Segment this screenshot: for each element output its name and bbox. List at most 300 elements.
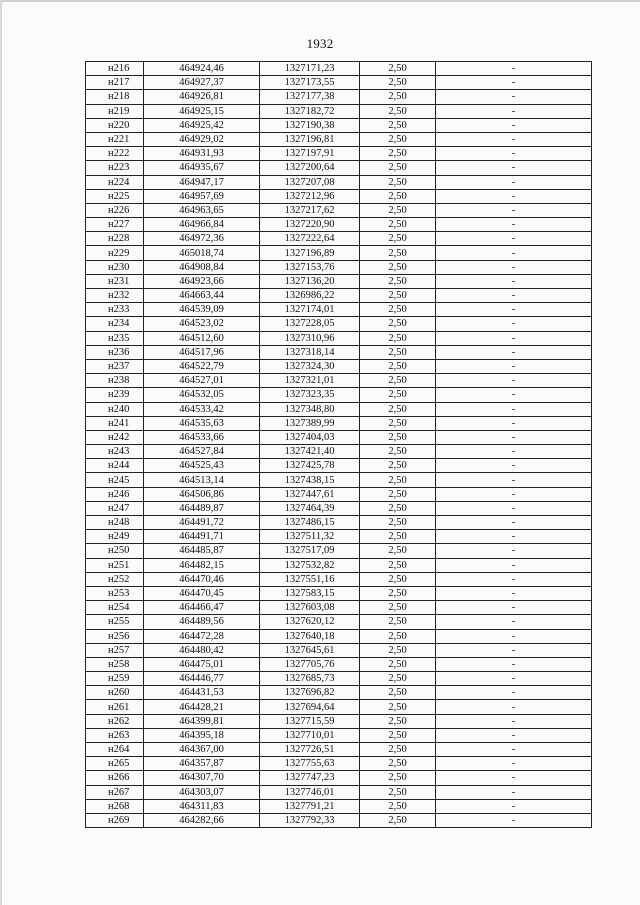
accuracy-cell: 2,50: [360, 445, 436, 459]
x-coordinate-cell: 464663,44: [144, 289, 260, 303]
x-coordinate-cell: 464311,83: [144, 799, 260, 813]
point-name-cell: н262: [86, 714, 144, 728]
accuracy-cell: 2,50: [360, 813, 436, 827]
note-cell: -: [436, 416, 592, 430]
accuracy-cell: 2,50: [360, 501, 436, 515]
table-row: [86, 203, 592, 217]
accuracy-cell: 2,50: [360, 260, 436, 274]
accuracy-cell: 2,50: [360, 487, 436, 501]
y-coordinate-cell: 1327640,18: [260, 629, 360, 643]
coordinates-table-body: [86, 62, 592, 828]
accuracy-cell: 2,50: [360, 331, 436, 345]
x-coordinate-cell: 464470,46: [144, 572, 260, 586]
point-name-cell: н245: [86, 473, 144, 487]
accuracy-cell: 2,50: [360, 388, 436, 402]
table-row: [86, 757, 592, 771]
x-coordinate-cell: 464367,00: [144, 743, 260, 757]
x-coordinate-cell: 464446,77: [144, 672, 260, 686]
accuracy-cell: 2,50: [360, 572, 436, 586]
table-row: [86, 700, 592, 714]
accuracy-cell: 2,50: [360, 785, 436, 799]
note-cell: -: [436, 218, 592, 232]
y-coordinate-cell: 1327197,91: [260, 147, 360, 161]
y-coordinate-cell: 1327447,61: [260, 487, 360, 501]
point-name-cell: н255: [86, 615, 144, 629]
y-coordinate-cell: 1327212,96: [260, 189, 360, 203]
y-coordinate-cell: 1327190,38: [260, 118, 360, 132]
table-row: [86, 487, 592, 501]
note-cell: -: [436, 771, 592, 785]
accuracy-cell: 2,50: [360, 303, 436, 317]
y-coordinate-cell: 1327217,62: [260, 203, 360, 217]
y-coordinate-cell: 1327694,64: [260, 700, 360, 714]
table-row: [86, 175, 592, 189]
x-coordinate-cell: 464357,87: [144, 757, 260, 771]
point-name-cell: н252: [86, 572, 144, 586]
note-cell: -: [436, 161, 592, 175]
accuracy-cell: 2,50: [360, 274, 436, 288]
note-cell: -: [436, 331, 592, 345]
table-row: [86, 530, 592, 544]
y-coordinate-cell: 1327220,90: [260, 218, 360, 232]
note-cell: -: [436, 232, 592, 246]
x-coordinate-cell: 464485,87: [144, 544, 260, 558]
accuracy-cell: 2,50: [360, 430, 436, 444]
table-row: [86, 289, 592, 303]
note-cell: -: [436, 430, 592, 444]
table-row: [86, 147, 592, 161]
point-name-cell: н220: [86, 118, 144, 132]
point-name-cell: н233: [86, 303, 144, 317]
point-name-cell: н251: [86, 558, 144, 572]
x-coordinate-cell: 464431,53: [144, 686, 260, 700]
note-cell: -: [436, 359, 592, 373]
note-cell: -: [436, 643, 592, 657]
y-coordinate-cell: 1327583,15: [260, 586, 360, 600]
x-coordinate-cell: 464924,46: [144, 62, 260, 76]
accuracy-cell: 2,50: [360, 289, 436, 303]
accuracy-cell: 2,50: [360, 586, 436, 600]
y-coordinate-cell: 1327173,55: [260, 76, 360, 90]
y-coordinate-cell: 1327645,61: [260, 643, 360, 657]
page-number: 1932: [306, 36, 334, 51]
y-coordinate-cell: 1327726,51: [260, 743, 360, 757]
note-cell: -: [436, 459, 592, 473]
x-coordinate-cell: 464517,96: [144, 345, 260, 359]
x-coordinate-cell: 464533,42: [144, 402, 260, 416]
x-coordinate-cell: 464489,56: [144, 615, 260, 629]
point-name-cell: н222: [86, 147, 144, 161]
accuracy-cell: 2,50: [360, 700, 436, 714]
point-name-cell: н242: [86, 430, 144, 444]
table-row: [86, 260, 592, 274]
x-coordinate-cell: 464931,93: [144, 147, 260, 161]
note-cell: -: [436, 757, 592, 771]
note-cell: -: [436, 813, 592, 827]
note-cell: -: [436, 501, 592, 515]
note-cell: -: [436, 147, 592, 161]
y-coordinate-cell: 1327196,89: [260, 246, 360, 260]
point-name-cell: н250: [86, 544, 144, 558]
accuracy-cell: 2,50: [360, 771, 436, 785]
note-cell: -: [436, 203, 592, 217]
x-coordinate-cell: 464963,65: [144, 203, 260, 217]
note-cell: -: [436, 289, 592, 303]
accuracy-cell: 2,50: [360, 459, 436, 473]
accuracy-cell: 2,50: [360, 530, 436, 544]
note-cell: -: [436, 345, 592, 359]
y-coordinate-cell: 1327755,63: [260, 757, 360, 771]
table-row: [86, 686, 592, 700]
x-coordinate-cell: 464282,66: [144, 813, 260, 827]
x-coordinate-cell: 464908,84: [144, 260, 260, 274]
accuracy-cell: 2,50: [360, 544, 436, 558]
table-row: [86, 189, 592, 203]
x-coordinate-cell: 464482,15: [144, 558, 260, 572]
accuracy-cell: 2,50: [360, 728, 436, 742]
point-name-cell: н257: [86, 643, 144, 657]
point-name-cell: н240: [86, 402, 144, 416]
point-name-cell: н247: [86, 501, 144, 515]
point-name-cell: н229: [86, 246, 144, 260]
note-cell: -: [436, 62, 592, 76]
table-row: [86, 516, 592, 530]
x-coordinate-cell: 464935,67: [144, 161, 260, 175]
point-name-cell: н237: [86, 359, 144, 373]
note-cell: -: [436, 686, 592, 700]
y-coordinate-cell: 1327696,82: [260, 686, 360, 700]
accuracy-cell: 2,50: [360, 317, 436, 331]
table-row: [86, 374, 592, 388]
table-row: [86, 303, 592, 317]
x-coordinate-cell: 464307,70: [144, 771, 260, 785]
accuracy-cell: 2,50: [360, 714, 436, 728]
x-coordinate-cell: 464972,36: [144, 232, 260, 246]
x-coordinate-cell: 464927,37: [144, 76, 260, 90]
y-coordinate-cell: 1327222,64: [260, 232, 360, 246]
point-name-cell: н258: [86, 657, 144, 671]
y-coordinate-cell: 1327438,15: [260, 473, 360, 487]
note-cell: -: [436, 487, 592, 501]
y-coordinate-cell: 1327171,23: [260, 62, 360, 76]
note-cell: -: [436, 303, 592, 317]
table-row: [86, 430, 592, 444]
accuracy-cell: 2,50: [360, 416, 436, 430]
note-cell: -: [436, 572, 592, 586]
y-coordinate-cell: 1327324,30: [260, 359, 360, 373]
x-coordinate-cell: 464929,02: [144, 132, 260, 146]
y-coordinate-cell: 1327464,39: [260, 501, 360, 515]
accuracy-cell: 2,50: [360, 672, 436, 686]
x-coordinate-cell: 464533,66: [144, 430, 260, 444]
x-coordinate-cell: 464925,15: [144, 104, 260, 118]
point-name-cell: н265: [86, 757, 144, 771]
table-row: [86, 771, 592, 785]
accuracy-cell: 2,50: [360, 473, 436, 487]
y-coordinate-cell: 1327207,08: [260, 175, 360, 189]
table-row: [86, 132, 592, 146]
y-coordinate-cell: 1327310,96: [260, 331, 360, 345]
point-name-cell: н228: [86, 232, 144, 246]
note-cell: -: [436, 132, 592, 146]
point-name-cell: н221: [86, 132, 144, 146]
point-name-cell: н268: [86, 799, 144, 813]
x-coordinate-cell: 464523,02: [144, 317, 260, 331]
point-name-cell: н244: [86, 459, 144, 473]
table-row: [86, 657, 592, 671]
x-coordinate-cell: 464522,79: [144, 359, 260, 373]
accuracy-cell: 2,50: [360, 147, 436, 161]
x-coordinate-cell: 464428,21: [144, 700, 260, 714]
point-name-cell: н264: [86, 743, 144, 757]
table-row: [86, 104, 592, 118]
accuracy-cell: 2,50: [360, 516, 436, 530]
x-coordinate-cell: 464395,18: [144, 728, 260, 742]
y-coordinate-cell: 1327318,14: [260, 345, 360, 359]
point-name-cell: н269: [86, 813, 144, 827]
note-cell: -: [436, 317, 592, 331]
x-coordinate-cell: 464470,45: [144, 586, 260, 600]
accuracy-cell: 2,50: [360, 161, 436, 175]
note-cell: -: [436, 388, 592, 402]
y-coordinate-cell: 1327228,05: [260, 317, 360, 331]
table-row: [86, 643, 592, 657]
note-cell: -: [436, 601, 592, 615]
note-cell: -: [436, 260, 592, 274]
point-name-cell: н254: [86, 601, 144, 615]
table-row: [86, 246, 592, 260]
table-row: [86, 232, 592, 246]
accuracy-cell: 2,50: [360, 232, 436, 246]
note-cell: -: [436, 246, 592, 260]
accuracy-cell: 2,50: [360, 657, 436, 671]
table-row: [86, 274, 592, 288]
table-row: [86, 544, 592, 558]
x-coordinate-cell: 464480,42: [144, 643, 260, 657]
table-row: [86, 586, 592, 600]
y-coordinate-cell: 1327746,01: [260, 785, 360, 799]
accuracy-cell: 2,50: [360, 686, 436, 700]
accuracy-cell: 2,50: [360, 743, 436, 757]
note-cell: -: [436, 672, 592, 686]
note-cell: -: [436, 657, 592, 671]
x-coordinate-cell: 464925,42: [144, 118, 260, 132]
accuracy-cell: 2,50: [360, 402, 436, 416]
table-row: [86, 317, 592, 331]
x-coordinate-cell: 464527,84: [144, 445, 260, 459]
table-row: [86, 601, 592, 615]
note-cell: -: [436, 743, 592, 757]
point-name-cell: н246: [86, 487, 144, 501]
table-row: [86, 672, 592, 686]
y-coordinate-cell: 1327517,09: [260, 544, 360, 558]
accuracy-cell: 2,50: [360, 558, 436, 572]
table-row: [86, 728, 592, 742]
point-name-cell: н236: [86, 345, 144, 359]
accuracy-cell: 2,50: [360, 374, 436, 388]
y-coordinate-cell: 1327196,81: [260, 132, 360, 146]
accuracy-cell: 2,50: [360, 132, 436, 146]
point-name-cell: н232: [86, 289, 144, 303]
accuracy-cell: 2,50: [360, 76, 436, 90]
x-coordinate-cell: 464399,81: [144, 714, 260, 728]
point-name-cell: н231: [86, 274, 144, 288]
note-cell: -: [436, 530, 592, 544]
x-coordinate-cell: 464926,81: [144, 90, 260, 104]
note-cell: -: [436, 90, 592, 104]
note-cell: -: [436, 615, 592, 629]
y-coordinate-cell: 1327715,59: [260, 714, 360, 728]
coordinates-table: [85, 61, 592, 828]
x-coordinate-cell: 464532,05: [144, 388, 260, 402]
accuracy-cell: 2,50: [360, 799, 436, 813]
note-cell: -: [436, 799, 592, 813]
accuracy-cell: 2,50: [360, 189, 436, 203]
note-cell: -: [436, 544, 592, 558]
note-cell: -: [436, 189, 592, 203]
x-coordinate-cell: 464947,17: [144, 175, 260, 189]
accuracy-cell: 2,50: [360, 615, 436, 629]
note-cell: -: [436, 118, 592, 132]
y-coordinate-cell: 1327792,33: [260, 813, 360, 827]
note-cell: -: [436, 714, 592, 728]
note-cell: -: [436, 700, 592, 714]
note-cell: -: [436, 76, 592, 90]
note-cell: -: [436, 785, 592, 799]
note-cell: -: [436, 728, 592, 742]
point-name-cell: н224: [86, 175, 144, 189]
y-coordinate-cell: 1327136,20: [260, 274, 360, 288]
note-cell: -: [436, 586, 592, 600]
note-cell: -: [436, 473, 592, 487]
point-name-cell: н234: [86, 317, 144, 331]
y-coordinate-cell: 1327710,01: [260, 728, 360, 742]
accuracy-cell: 2,50: [360, 246, 436, 260]
y-coordinate-cell: 1327603,08: [260, 601, 360, 615]
point-name-cell: н266: [86, 771, 144, 785]
x-coordinate-cell: 464491,71: [144, 530, 260, 544]
note-cell: -: [436, 274, 592, 288]
x-coordinate-cell: 464506,86: [144, 487, 260, 501]
x-coordinate-cell: 464966,84: [144, 218, 260, 232]
y-coordinate-cell: 1327705,76: [260, 657, 360, 671]
table-row: [86, 813, 592, 827]
point-name-cell: н230: [86, 260, 144, 274]
y-coordinate-cell: 1327791,21: [260, 799, 360, 813]
table-row: [86, 714, 592, 728]
point-name-cell: н216: [86, 62, 144, 76]
note-cell: -: [436, 374, 592, 388]
accuracy-cell: 2,50: [360, 629, 436, 643]
x-coordinate-cell: 464525,43: [144, 459, 260, 473]
table-row: [86, 743, 592, 757]
point-name-cell: н253: [86, 586, 144, 600]
note-cell: -: [436, 629, 592, 643]
x-coordinate-cell: 464513,14: [144, 473, 260, 487]
point-name-cell: н219: [86, 104, 144, 118]
page-edge-left: [0, 0, 2, 905]
note-cell: -: [436, 175, 592, 189]
x-coordinate-cell: 464489,87: [144, 501, 260, 515]
x-coordinate-cell: 465018,74: [144, 246, 260, 260]
point-name-cell: н223: [86, 161, 144, 175]
x-coordinate-cell: 464512,60: [144, 331, 260, 345]
point-name-cell: н239: [86, 388, 144, 402]
table-row: [86, 331, 592, 345]
accuracy-cell: 2,50: [360, 175, 436, 189]
point-name-cell: н243: [86, 445, 144, 459]
table-row: [86, 459, 592, 473]
x-coordinate-cell: 464527,01: [144, 374, 260, 388]
y-coordinate-cell: 1327747,23: [260, 771, 360, 785]
y-coordinate-cell: 1327620,12: [260, 615, 360, 629]
page-edge-top: [0, 0, 640, 2]
point-name-cell: н256: [86, 629, 144, 643]
point-name-cell: н225: [86, 189, 144, 203]
x-coordinate-cell: 464535,63: [144, 416, 260, 430]
y-coordinate-cell: 1327153,76: [260, 260, 360, 274]
table-row: [86, 402, 592, 416]
x-coordinate-cell: 464923,66: [144, 274, 260, 288]
point-name-cell: н249: [86, 530, 144, 544]
point-name-cell: н263: [86, 728, 144, 742]
y-coordinate-cell: 1327182,72: [260, 104, 360, 118]
table-row: [86, 558, 592, 572]
table-row: [86, 161, 592, 175]
table-row: [86, 785, 592, 799]
accuracy-cell: 2,50: [360, 218, 436, 232]
y-coordinate-cell: 1327389,99: [260, 416, 360, 430]
accuracy-cell: 2,50: [360, 90, 436, 104]
accuracy-cell: 2,50: [360, 104, 436, 118]
y-coordinate-cell: 1327486,15: [260, 516, 360, 530]
y-coordinate-cell: 1327511,32: [260, 530, 360, 544]
note-cell: -: [436, 104, 592, 118]
accuracy-cell: 2,50: [360, 62, 436, 76]
accuracy-cell: 2,50: [360, 643, 436, 657]
point-name-cell: н227: [86, 218, 144, 232]
note-cell: -: [436, 558, 592, 572]
point-name-cell: н241: [86, 416, 144, 430]
table-row: [86, 218, 592, 232]
table-row: [86, 473, 592, 487]
accuracy-cell: 2,50: [360, 118, 436, 132]
table-row: [86, 629, 592, 643]
note-cell: -: [436, 516, 592, 530]
point-name-cell: н217: [86, 76, 144, 90]
table-row: [86, 416, 592, 430]
x-coordinate-cell: 464957,69: [144, 189, 260, 203]
note-cell: -: [436, 445, 592, 459]
x-coordinate-cell: 464303,07: [144, 785, 260, 799]
table-row: [86, 90, 592, 104]
table-row: [86, 76, 592, 90]
table-row: [86, 615, 592, 629]
y-coordinate-cell: 1327421,40: [260, 445, 360, 459]
point-name-cell: н260: [86, 686, 144, 700]
table-row: [86, 62, 592, 76]
y-coordinate-cell: 1327323,35: [260, 388, 360, 402]
y-coordinate-cell: 1327348,80: [260, 402, 360, 416]
point-name-cell: н261: [86, 700, 144, 714]
y-coordinate-cell: 1327685,73: [260, 672, 360, 686]
y-coordinate-cell: 1327177,38: [260, 90, 360, 104]
table-row: [86, 445, 592, 459]
accuracy-cell: 2,50: [360, 601, 436, 615]
y-coordinate-cell: 1327321,01: [260, 374, 360, 388]
y-coordinate-cell: 1327404,03: [260, 430, 360, 444]
x-coordinate-cell: 464472,28: [144, 629, 260, 643]
